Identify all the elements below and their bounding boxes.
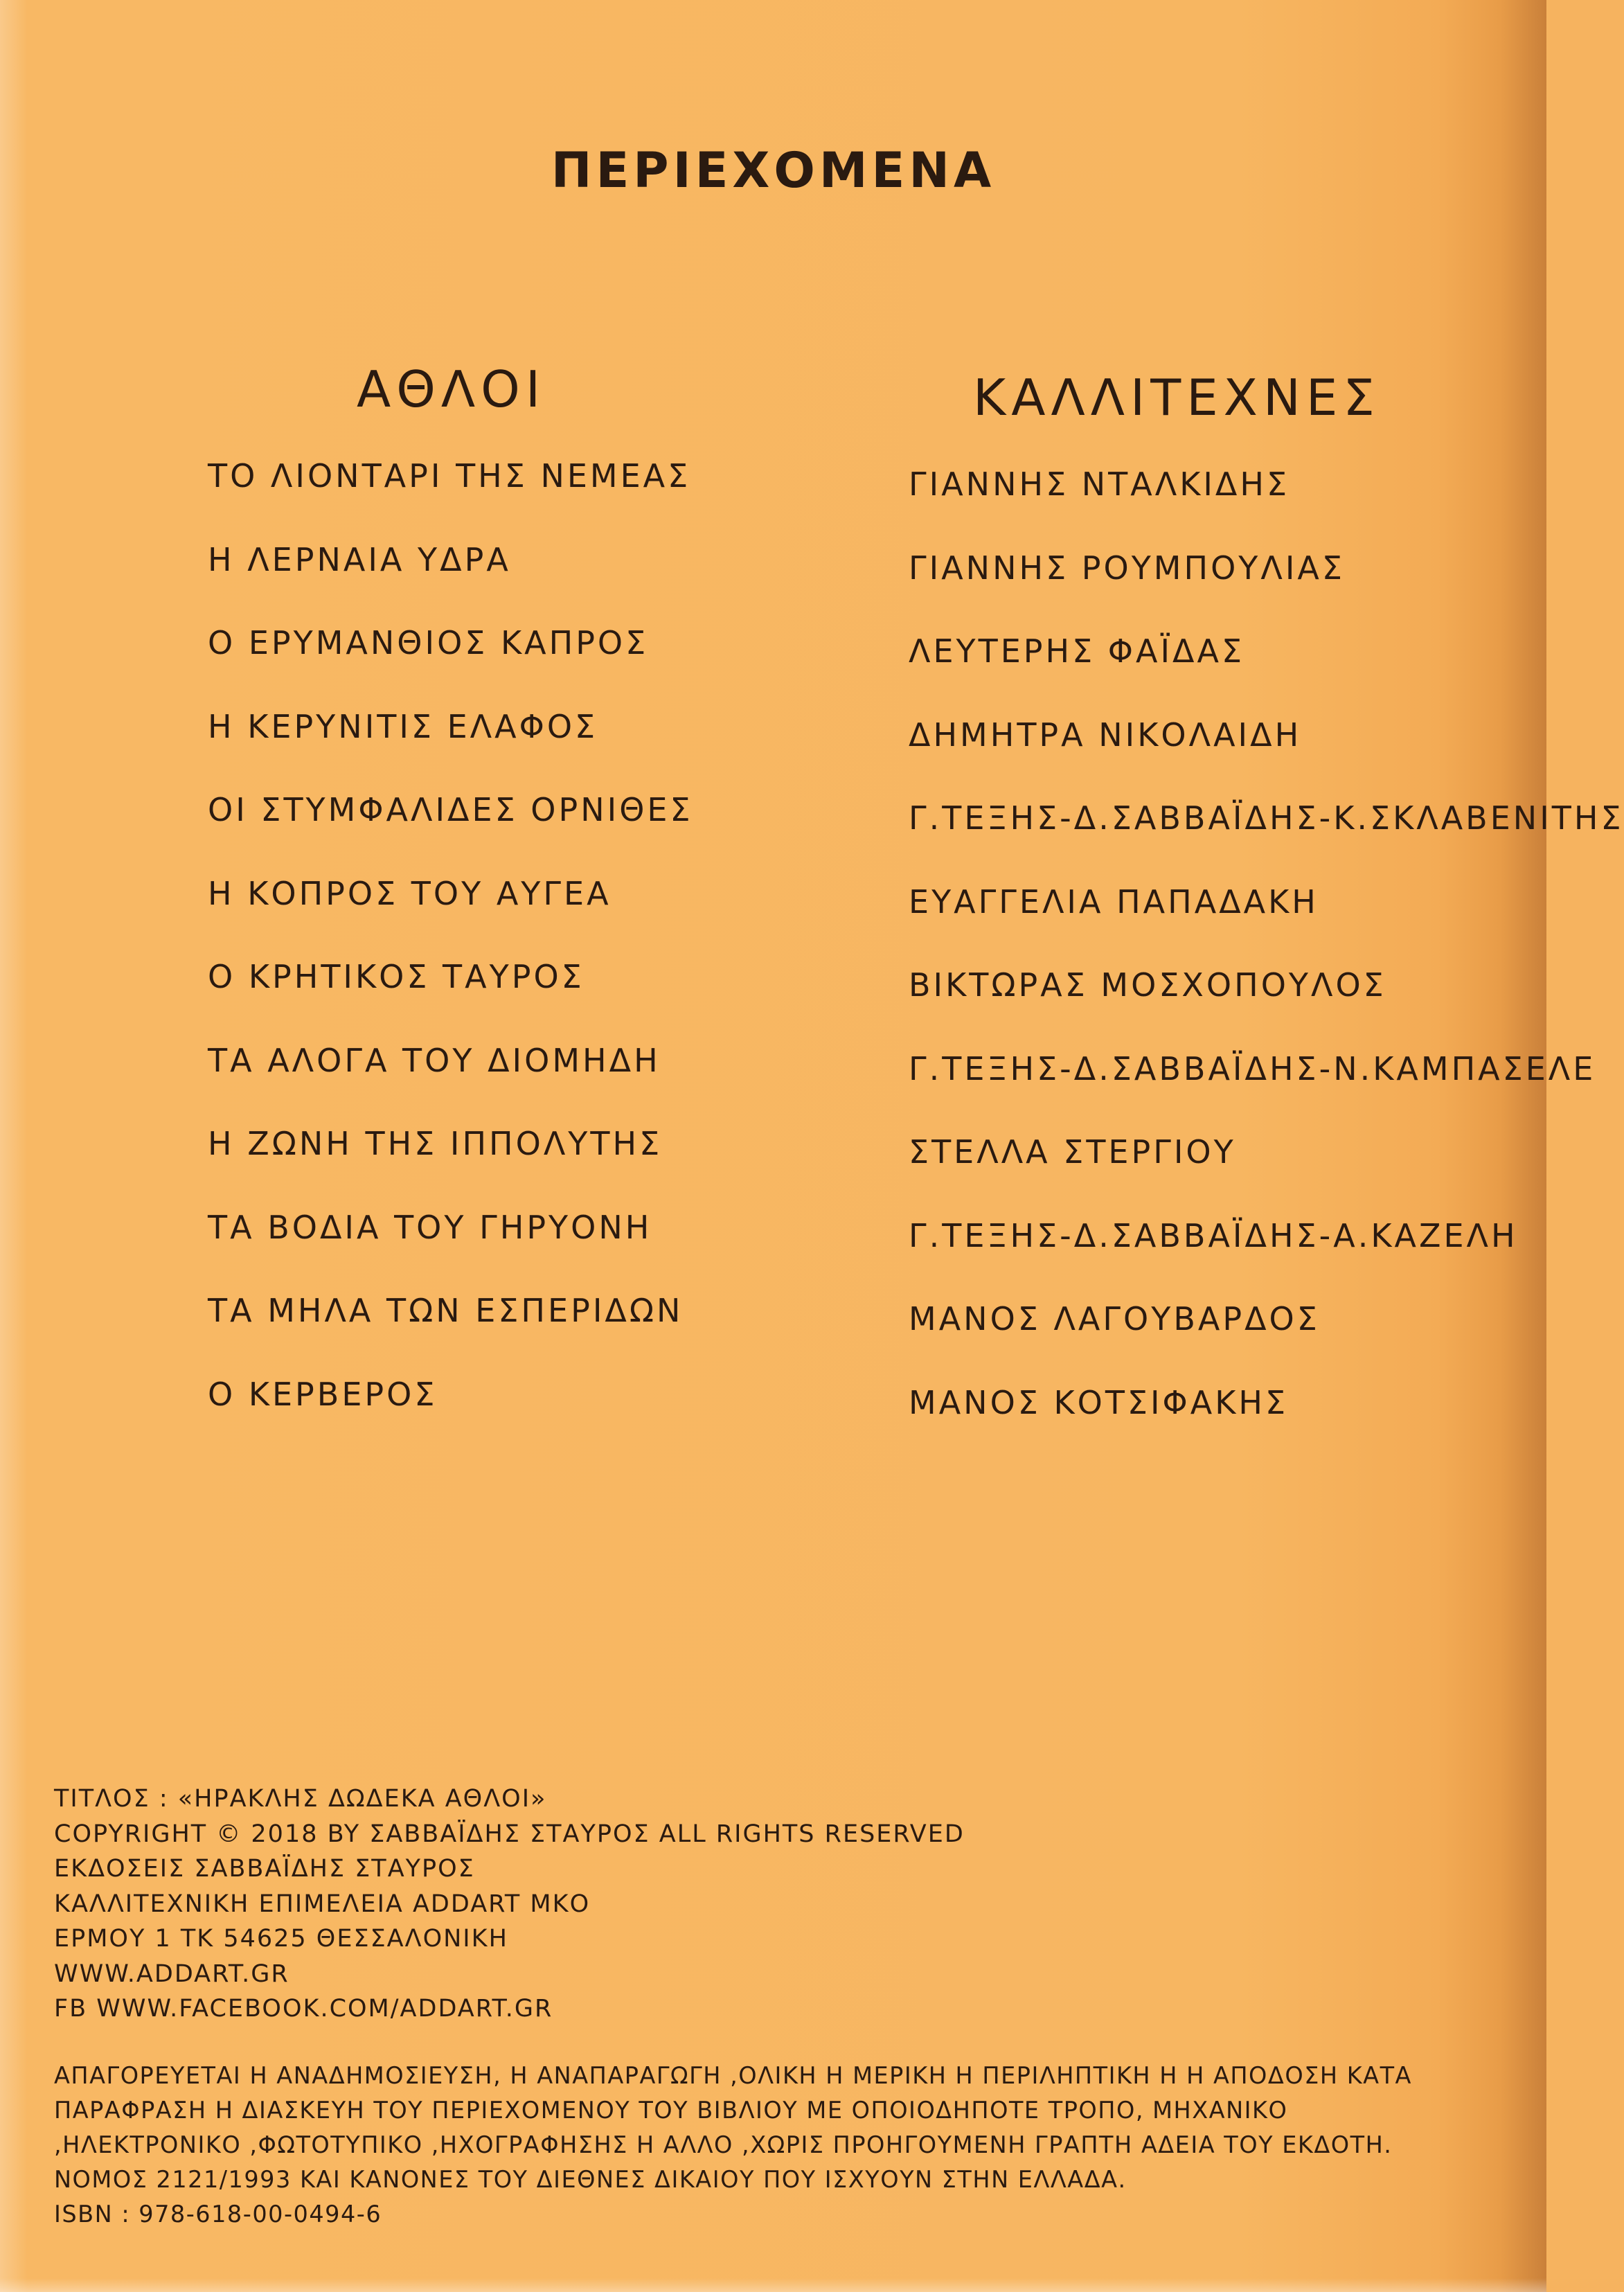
labour-item: ΤΑ ΒΟΔΙΑ ΤΟΥ ΓΗΡΥΟΝΗ xyxy=(208,1208,652,1246)
imprint-line: WWW.ADDART.GR xyxy=(54,1960,289,1988)
imprint-line: ΤΙΤΛΟΣ : «ΗΡΑΚΛΗΣ ΔΩΔΕΚΑ ΑΘΛΟΙ» xyxy=(54,1785,547,1813)
labour-item: Η ΚΟΠΡΟΣ ΤΟΥ ΑΥΓΕΑ xyxy=(208,874,612,912)
legal-notice xyxy=(54,2059,1546,2232)
artist-item: ΜΑΝΟΣ ΚΟΤΣΙΦΑΚΗΣ xyxy=(909,1383,1289,1421)
artists-heading: ΚΑΛΛΙΤΕΧΝΕΣ xyxy=(973,368,1380,427)
legal-line: ΠΑΡΑΦΡΑΣΗ Η ΔΙΑΣΚΕΥΗ ΤΟΥ ΠΕΡΙΕΧΟΜΕΝΟΥ ΤΟΥ ΒΙΒΛΙΟΥ ΜΕ ΟΠΟΙΟΔΗΠΟΤΕ ΤΡΟΠΟ, ΜΗΧΑΝΙΚΟ xyxy=(54,2097,1288,2124)
artist-item: ΕΥΑΓΓΕΛΙΑ ΠΑΠΑΔΑΚΗ xyxy=(909,882,1319,921)
page-title: ΠΕΡΙΕΧΟΜΕΝΑ xyxy=(551,142,996,199)
artist-item: Γ.ΤΕΞΗΣ-Δ.ΣΑΒΒΑΪΔΗΣ-Κ.ΣΚΛΑΒΕΝΙΤΗΣ xyxy=(909,799,1624,837)
page-bottom-edge xyxy=(0,2278,1546,2292)
labour-item: Ο ΕΡΥΜΑΝΘΙΟΣ ΚΑΠΡΟΣ xyxy=(208,624,649,661)
labour-item: ΤΟ ΛΙΟΝΤΑΡΙ ΤΗΣ ΝΕΜΕΑΣ xyxy=(208,457,691,495)
legal-line: ,ΗΛΕΚΤΡΟΝΙΚΟ ,ΦΩΤΟΤΥΠΙΚΟ ,ΗΧΟΓΡΑΦΗΣΗΣ Η ΑΛΛΟ ,ΧΩΡΙΣ ΠΡΟΗΓΟΥΜΕΝΗ ΓΡΑΠΤΗ ΑΔΕΙΑ ΤΟΥ ΕΚΔΟΤΗ. xyxy=(54,2131,1393,2158)
labours-heading: ΑΘΛΟΙ xyxy=(357,360,546,418)
imprint-line: ΕΡΜΟΥ 1 ΤΚ 54625 ΘΕΣΣΑΛΟΝΙΚΗ xyxy=(54,1925,508,1953)
artist-item: Γ.ΤΕΞΗΣ-Δ.ΣΑΒΒΑΪΔΗΣ-Ν.ΚΑΜΠΑΣΕΛΕ xyxy=(909,1049,1596,1087)
artist-item: ΜΑΝΟΣ ΛΑΓΟΥΒΑΡΔΟΣ xyxy=(909,1300,1320,1338)
labour-item: ΟΙ ΣΤΥΜΦΑΛΙΔΕΣ ΟΡΝΙΘΕΣ xyxy=(208,791,693,828)
legal-line: ISBN : 978-618-00-0494-6 xyxy=(54,2201,382,2228)
imprint-line: ΕΚΔΟΣΕΙΣ ΣΑΒΒΑΪΔΗΣ ΣΤΑΥΡΟΣ xyxy=(54,1855,475,1883)
labour-item: ΤΑ ΜΗΛΑ ΤΩΝ ΕΣΠΕΡΙΔΩΝ xyxy=(208,1292,684,1329)
artist-item: ΓΙΑΝΝΗΣ ΡΟΥΜΠΟΥΛΙΑΣ xyxy=(909,549,1345,587)
artist-item: Γ.ΤΕΞΗΣ-Δ.ΣΑΒΒΑΪΔΗΣ-Α.ΚΑΖΕΛΗ xyxy=(909,1216,1518,1254)
page-left-edge xyxy=(0,0,28,2292)
imprint-line: FB WWW.FACEBOOK.COM/ADDART.GR xyxy=(54,1995,553,2023)
imprint-line: COPYRIGHT © 2018 BY ΣΑΒΒΑΪΔΗΣ ΣΤΑΥΡΟΣ ALL RIGHTS RESERVED xyxy=(54,1820,965,1848)
artists-list xyxy=(909,465,1624,1467)
labour-item: Ο ΚΕΡΒΕΡΟΣ xyxy=(208,1375,438,1413)
legal-line: ΝΟΜΟΣ 2121/1993 ΚΑΙ ΚΑΝΟΝΕΣ ΤΟΥ ΔΙΕΘΝΕΣ ΔΙΚΑΙΟΥ ΠΟΥ ΙΣΧΥΟΥΝ ΣΤΗΝ ΕΛΛΑΔΑ. xyxy=(54,2166,1127,2193)
artist-item: ΒΙΚΤΩΡΑΣ ΜΟΣΧΟΠΟΥΛΟΣ xyxy=(909,966,1386,1004)
imprint-block xyxy=(54,1782,965,2027)
labour-item: Η ΛΕΡΝΑΙΑ ΥΔΡΑ xyxy=(208,540,511,578)
labour-item: Ο ΚΡΗΤΙΚΟΣ ΤΑΥΡΟΣ xyxy=(208,958,585,995)
legal-line: ΑΠΑΓΟΡΕΥΕΤΑΙ Η ΑΝΑΔΗΜΟΣΙΕΥΣΗ, Η ΑΝΑΠΑΡΑΓΩΓΗ ,ΟΛΙΚΗ Η ΜΕΡΙΚΗ Η ΠΕΡΙΛΗΠΤΙΚΗ Η Η ΑΠΟΔΟΣΗ ΚΑΤΑ xyxy=(54,2062,1412,2089)
labour-item: Η ΖΩΝΗ ΤΗΣ ΙΠΠΟΛΥΤΗΣ xyxy=(208,1125,663,1162)
artist-item: ΓΙΑΝΝΗΣ ΝΤΑΛΚΙΔΗΣ xyxy=(909,465,1290,503)
artist-item: ΛΕΥΤΕΡΗΣ ΦΑΪΔΑΣ xyxy=(909,632,1245,670)
labour-item: Η ΚΕΡΥΝΙΤΙΣ ΕΛΑΦΟΣ xyxy=(208,707,598,745)
imprint-line: ΚΑΛΛΙΤΕΧΝΙΚΗ ΕΠΙΜΕΛΕΙΑ ADDART ΜΚΟ xyxy=(54,1890,591,1918)
labours-list xyxy=(208,457,693,1459)
artist-item: ΔΗΜΗΤΡΑ ΝΙΚΟΛΑΙΔΗ xyxy=(909,716,1302,754)
artist-item: ΣΤΕΛΛΑ ΣΤΕΡΓΙΟΥ xyxy=(909,1133,1236,1171)
labour-item: ΤΑ ΑΛΟΓΑ ΤΟΥ ΔΙΟΜΗΔΗ xyxy=(208,1041,661,1079)
